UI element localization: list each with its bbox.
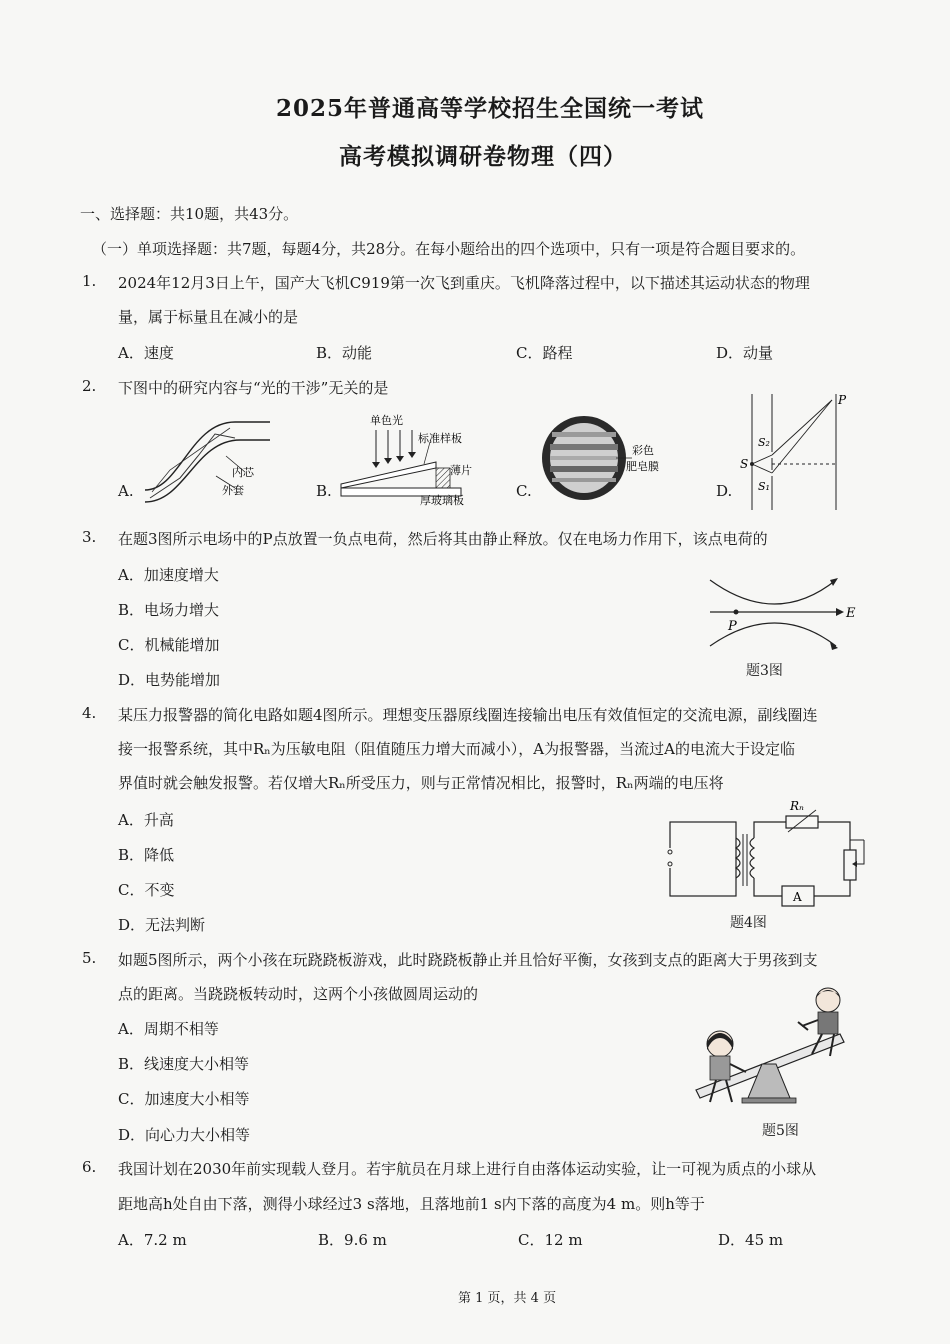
q6-option-d[interactable]: D．45 m: [718, 1231, 784, 1249]
q1-number: 1.: [82, 272, 97, 290]
boy-icon: [816, 988, 840, 1012]
q4-caption: 题4图: [730, 915, 767, 931]
q3-option-a[interactable]: A．加速度增大: [118, 566, 219, 584]
q6-line2: 距地高h处自由下落，测得小球经过3 s落地，且落地前1 s内下落的高度为4 m。则h等于: [118, 1195, 705, 1213]
q4-figure-circuit: [664, 798, 874, 910]
q5-option-a[interactable]: A．周期不相等: [118, 1020, 219, 1038]
q4-line2: 接一报警系统，其中Rₙ为压敏电阻（阻值随压力增大而减小），A为报警器，当流过A的电流大于设定临: [118, 740, 795, 758]
q5-option-b[interactable]: B．线速度大小相等: [118, 1055, 250, 1073]
exam-title: 2025年普通高等学校招生全国统一考试: [276, 95, 705, 122]
q2-figure-c-soap-film: [540, 414, 690, 504]
q2d-s-label: S: [740, 457, 749, 471]
q3-option-c[interactable]: C．机械能增加: [118, 636, 220, 654]
q4-option-b[interactable]: B．降低: [118, 846, 175, 864]
q2-number: 2.: [82, 377, 97, 395]
q2b-std-label: 标准样板: [418, 432, 462, 445]
q3-caption: 题3图: [746, 663, 783, 679]
section-subheading: （一）单项选择题：共7题，每题4分，共28分。在每小题给出的四个选项中，只有一项是符合题目要求的。: [92, 240, 806, 258]
q2c-film-label-2: 肥皂膜: [626, 460, 659, 473]
q4-line3: 界值时就会触发报警。若仅增大Rₙ所受压力，则与正常情况相比，报警时，Rₙ两端的电压将: [118, 774, 724, 792]
q2-figure-a-optical-fiber: [140, 412, 280, 504]
q4-rn-label: Rₙ: [790, 799, 804, 813]
q5-line2: 点的距离。当跷跷板转动时，这两个小孩做圆周运动的: [118, 985, 479, 1003]
q2a-clad-label: 外套: [222, 484, 244, 497]
q2-option-c[interactable]: C.: [516, 482, 532, 500]
q2-option-d[interactable]: D.: [716, 482, 733, 500]
q6-option-a[interactable]: A．7.2 m: [118, 1231, 187, 1249]
q2a-core-label: 内芯: [232, 466, 254, 479]
q3-option-d[interactable]: D．电势能增加: [118, 671, 221, 689]
page-footer: 第 1 页，共 4 页: [458, 1291, 557, 1306]
q2c-film-label-1: 彩色: [632, 444, 654, 457]
q6-number: 6.: [82, 1158, 97, 1176]
q4-line1: 某压力报警器的简化电路如题4图所示。理想变压器原线圈连接输出电压有效值恒定的交流电源，副线圈连: [118, 706, 818, 724]
q4-number: 4.: [82, 704, 97, 722]
q6-line1: 我国计划在2030年前实现载人登月。若宇航员在月球上进行自由落体运动实验，让一可视为质点的小球从: [118, 1160, 817, 1178]
q5-option-c[interactable]: C．加速度大小相等: [118, 1090, 250, 1108]
q4-a-label: A: [793, 890, 802, 904]
q3-number: 3.: [82, 528, 97, 546]
q5-caption: 题5图: [762, 1123, 799, 1139]
q2-option-b[interactable]: B.: [316, 482, 332, 500]
section-heading: 一、选择题：共10题，共43分。: [80, 205, 299, 223]
q5-number: 5.: [82, 949, 97, 967]
q3-line1: 在题3图所示电场中的P点放置一负点电荷，然后将其由静止释放。仅在电场力作用下，该点电荷的: [118, 530, 768, 548]
q3-e-label: E: [846, 606, 856, 621]
q2b-light-label: 单色光: [370, 414, 403, 427]
q2d-s1-label: S₁: [758, 480, 770, 493]
q2-option-a[interactable]: A.: [118, 482, 134, 500]
q5-line1: 如题5图所示，两个小孩在玩跷跷板游戏，此时跷跷板静止并且恰好平衡，女孩到支点的距离大于男孩到支: [118, 951, 818, 969]
q1-option-d[interactable]: D．动量: [716, 344, 774, 362]
q5-option-d[interactable]: D．向心力大小相等: [118, 1126, 251, 1144]
q4-option-c[interactable]: C．不变: [118, 881, 175, 899]
exam-subtitle: 高考模拟调研卷物理（四）: [339, 143, 627, 170]
q3-p-label: P: [728, 619, 737, 634]
q4-option-a[interactable]: A．升高: [118, 811, 174, 829]
q2b-sheet-label: 薄片: [450, 464, 472, 477]
q2-figure-b-air-wedge: [336, 412, 496, 508]
q3-option-b[interactable]: B．电场力增大: [118, 601, 220, 619]
q2-line1: 下图中的研究内容与“光的干涉”无关的是: [118, 379, 389, 397]
q2-figure-d-double-slit: [740, 392, 860, 512]
q6-option-b[interactable]: B．9.6 m: [318, 1231, 387, 1249]
q1-option-c[interactable]: C．路程: [516, 344, 573, 362]
q5-figure-seesaw: [690, 986, 860, 1116]
q2d-s2-label: S₂: [758, 436, 770, 449]
q3-figure-electric-field: [706, 572, 856, 652]
q1-line2: 量，属于标量且在减小的是: [118, 308, 299, 326]
q1-line1: 2024年12月3日上午，国产大飞机C919第一次飞到重庆。飞机降落过程中，以下描述其运动状态的物理: [118, 274, 810, 292]
q1-option-a[interactable]: A．速度: [118, 344, 174, 362]
q2d-p-label: P: [838, 393, 847, 407]
q2b-glass-label: 厚玻璃板: [420, 494, 464, 507]
q4-option-d[interactable]: D．无法判断: [118, 916, 206, 934]
q6-option-c[interactable]: C．12 m: [518, 1231, 583, 1249]
q1-option-b[interactable]: B．动能: [316, 344, 373, 362]
